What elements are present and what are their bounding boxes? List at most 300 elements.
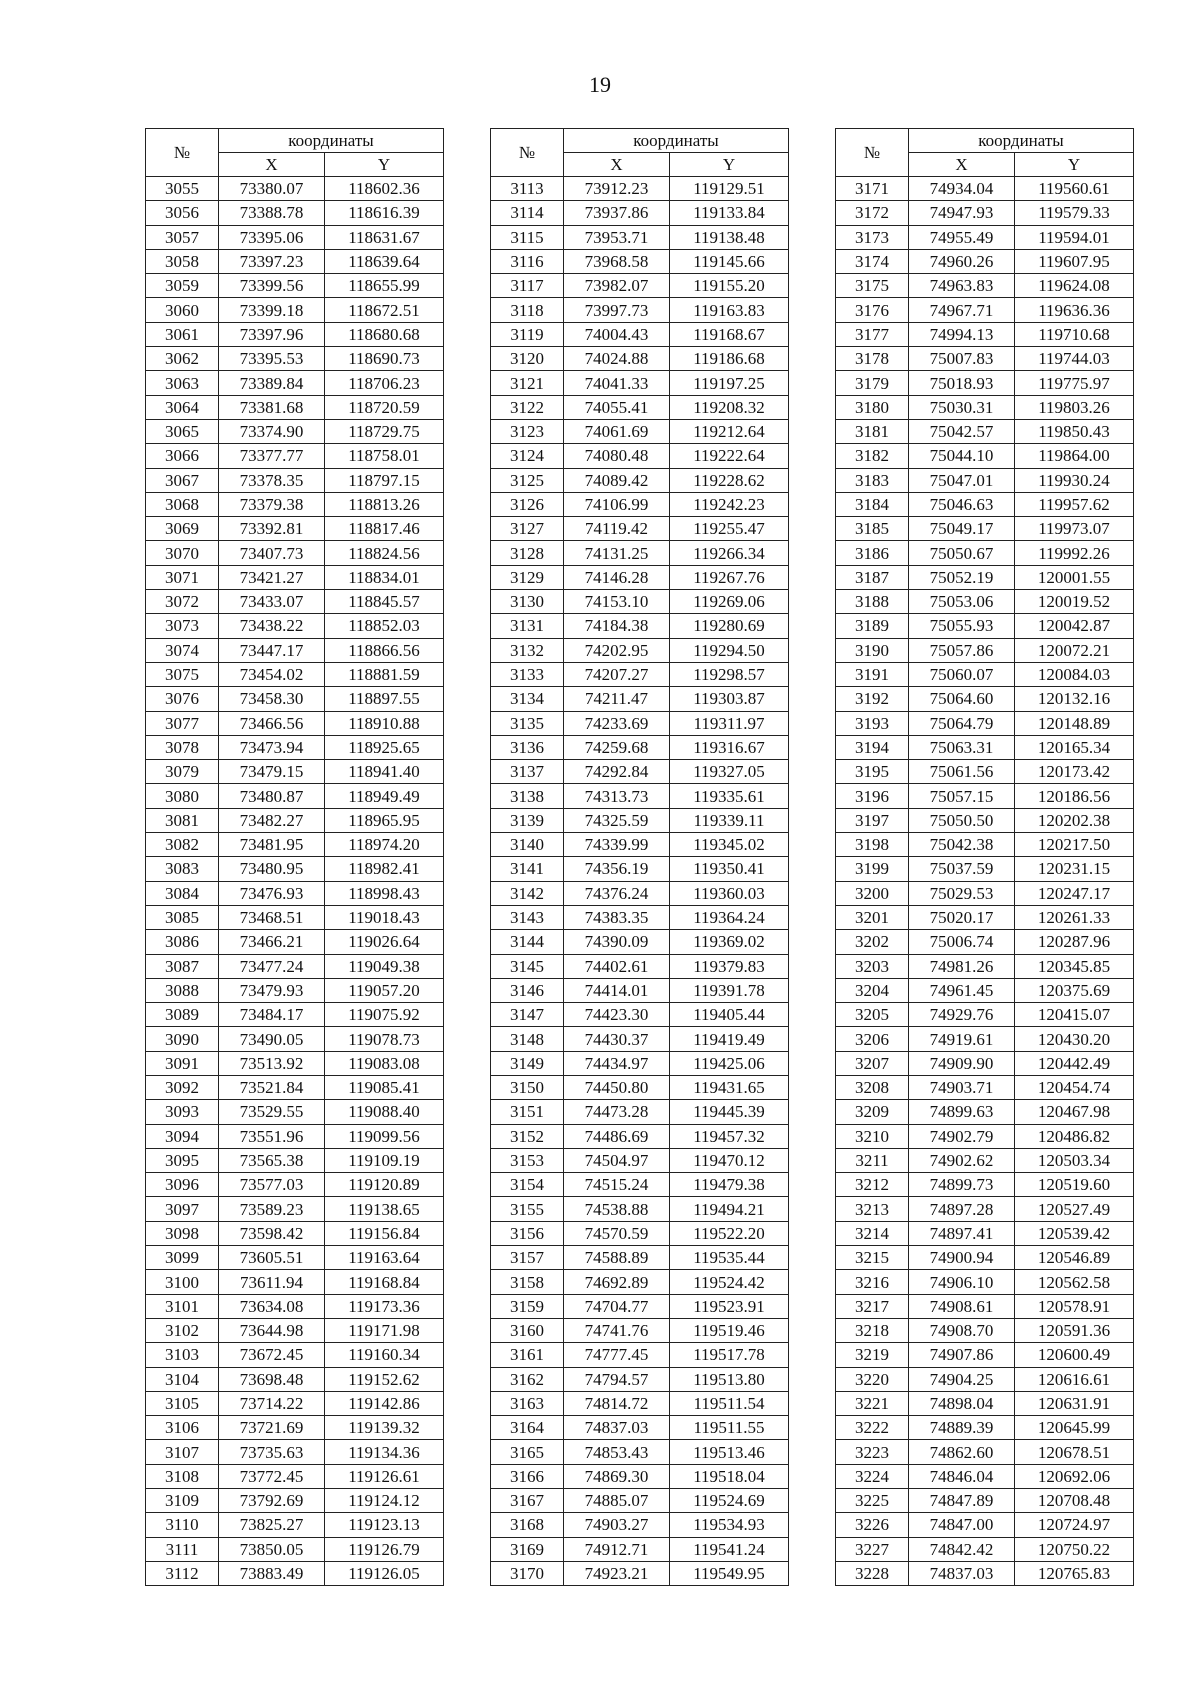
point-number: 3095 — [146, 1148, 219, 1172]
coord-x: 73598.42 — [219, 1221, 325, 1245]
table-row — [146, 833, 444, 857]
table-row — [491, 517, 789, 541]
coord-x: 74912.71 — [564, 1537, 670, 1561]
table-row — [491, 711, 789, 735]
coord-x: 74897.28 — [909, 1197, 1015, 1221]
coord-y: 119850.43 — [1015, 419, 1134, 443]
coord-x: 74923.21 — [564, 1561, 670, 1585]
point-number: 3164 — [491, 1416, 564, 1440]
table-row — [836, 1537, 1134, 1561]
table-row — [146, 1537, 444, 1561]
table-row — [146, 711, 444, 735]
point-number: 3149 — [491, 1051, 564, 1075]
coord-y: 119607.95 — [1015, 249, 1134, 273]
table-row — [836, 760, 1134, 784]
point-number: 3107 — [146, 1440, 219, 1464]
coord-x: 73377.77 — [219, 444, 325, 468]
coord-y: 119518.04 — [670, 1464, 789, 1488]
coord-x: 74869.30 — [564, 1464, 670, 1488]
coord-x: 75029.53 — [909, 881, 1015, 905]
header-coordinates: координаты — [219, 129, 444, 153]
table-row — [491, 784, 789, 808]
coord-x: 74692.89 — [564, 1270, 670, 1294]
point-number: 3155 — [491, 1197, 564, 1221]
point-number: 3098 — [146, 1221, 219, 1245]
coord-x: 73468.51 — [219, 905, 325, 929]
table-row — [146, 1343, 444, 1367]
table-row — [836, 1294, 1134, 1318]
coord-x: 74814.72 — [564, 1391, 670, 1415]
coord-x: 73937.86 — [564, 201, 670, 225]
header-number: № — [836, 129, 909, 177]
coord-x: 74430.37 — [564, 1027, 670, 1051]
coord-y: 119864.00 — [1015, 444, 1134, 468]
point-number: 3220 — [836, 1367, 909, 1391]
table-row — [146, 298, 444, 322]
coord-x: 75064.79 — [909, 711, 1015, 735]
coord-y: 119523.91 — [670, 1294, 789, 1318]
coord-x: 74961.45 — [909, 978, 1015, 1002]
coord-x: 75055.93 — [909, 614, 1015, 638]
point-number: 3136 — [491, 735, 564, 759]
coord-y: 119138.48 — [670, 225, 789, 249]
coord-x: 73611.94 — [219, 1270, 325, 1294]
point-number: 3109 — [146, 1489, 219, 1513]
point-number: 3122 — [491, 395, 564, 419]
coord-y: 120019.52 — [1015, 590, 1134, 614]
coord-y: 119973.07 — [1015, 517, 1134, 541]
point-number: 3166 — [491, 1464, 564, 1488]
coord-x: 74906.10 — [909, 1270, 1015, 1294]
table-row — [146, 541, 444, 565]
table-row — [491, 322, 789, 346]
coord-y: 118852.03 — [325, 614, 444, 638]
coord-x: 73513.92 — [219, 1051, 325, 1075]
table-row — [836, 1003, 1134, 1027]
table-row — [836, 662, 1134, 686]
coord-y: 118982.41 — [325, 857, 444, 881]
coord-y: 119129.51 — [670, 177, 789, 201]
coord-y: 118941.40 — [325, 760, 444, 784]
coord-x: 73389.84 — [219, 371, 325, 395]
coord-y: 118706.23 — [325, 371, 444, 395]
coord-y: 120132.16 — [1015, 687, 1134, 711]
table-row — [491, 1464, 789, 1488]
table-row — [146, 808, 444, 832]
table-row — [146, 1318, 444, 1342]
point-number: 3123 — [491, 419, 564, 443]
coord-y: 118813.26 — [325, 492, 444, 516]
coord-x: 73997.73 — [564, 298, 670, 322]
coord-x: 73479.93 — [219, 978, 325, 1002]
table-row — [836, 1489, 1134, 1513]
coord-y: 119208.32 — [670, 395, 789, 419]
coord-y: 120467.98 — [1015, 1100, 1134, 1124]
table-row — [836, 177, 1134, 201]
point-number: 3180 — [836, 395, 909, 419]
table-row — [146, 517, 444, 541]
table-row — [146, 274, 444, 298]
table-row — [836, 1075, 1134, 1099]
coord-y: 119992.26 — [1015, 541, 1134, 565]
point-number: 3191 — [836, 662, 909, 686]
point-number: 3197 — [836, 808, 909, 832]
coord-y: 120519.60 — [1015, 1173, 1134, 1197]
table-row — [836, 784, 1134, 808]
point-number: 3118 — [491, 298, 564, 322]
point-number: 3079 — [146, 760, 219, 784]
point-number: 3201 — [836, 905, 909, 929]
coord-x: 73388.78 — [219, 201, 325, 225]
coord-y: 120600.49 — [1015, 1343, 1134, 1367]
point-number: 3125 — [491, 468, 564, 492]
point-number: 3135 — [491, 711, 564, 735]
table-row — [146, 614, 444, 638]
coord-x: 73577.03 — [219, 1173, 325, 1197]
coord-x: 73479.15 — [219, 760, 325, 784]
coord-x: 73395.53 — [219, 347, 325, 371]
point-number: 3092 — [146, 1075, 219, 1099]
point-number: 3102 — [146, 1318, 219, 1342]
coord-y: 120546.89 — [1015, 1246, 1134, 1270]
table-row — [491, 1148, 789, 1172]
table-row — [491, 1197, 789, 1221]
header-x: X — [564, 153, 670, 177]
point-number: 3169 — [491, 1537, 564, 1561]
table-row — [836, 1318, 1134, 1342]
coord-y: 120261.33 — [1015, 905, 1134, 929]
coord-x: 74903.27 — [564, 1513, 670, 1537]
coord-x: 74908.61 — [909, 1294, 1015, 1318]
table-row — [146, 1391, 444, 1415]
point-number: 3084 — [146, 881, 219, 905]
point-number: 3081 — [146, 808, 219, 832]
point-number: 3228 — [836, 1561, 909, 1585]
table-row — [491, 177, 789, 201]
point-number: 3085 — [146, 905, 219, 929]
point-number: 3178 — [836, 347, 909, 371]
coord-y: 119479.38 — [670, 1173, 789, 1197]
coord-y: 119088.40 — [325, 1100, 444, 1124]
coord-x: 74259.68 — [564, 735, 670, 759]
table-row — [491, 1561, 789, 1585]
coord-x: 73634.08 — [219, 1294, 325, 1318]
coord-x: 75042.57 — [909, 419, 1015, 443]
coordinates-table-2 — [490, 128, 789, 1586]
coord-x: 73481.95 — [219, 833, 325, 857]
coord-x: 74847.89 — [909, 1489, 1015, 1513]
coord-x: 74414.01 — [564, 978, 670, 1002]
coord-y: 119364.24 — [670, 905, 789, 929]
coord-x: 75007.83 — [909, 347, 1015, 371]
coord-x: 73380.07 — [219, 177, 325, 201]
point-number: 3119 — [491, 322, 564, 346]
table-row — [146, 1513, 444, 1537]
point-number: 3212 — [836, 1173, 909, 1197]
point-number: 3223 — [836, 1440, 909, 1464]
coord-y: 119350.41 — [670, 857, 789, 881]
table-row — [836, 541, 1134, 565]
coord-x: 73735.63 — [219, 1440, 325, 1464]
table-row — [836, 371, 1134, 395]
point-number: 3142 — [491, 881, 564, 905]
coord-y: 119134.36 — [325, 1440, 444, 1464]
coord-y: 119335.61 — [670, 784, 789, 808]
point-number: 3146 — [491, 978, 564, 1002]
table-row — [146, 1270, 444, 1294]
coord-y: 119269.06 — [670, 590, 789, 614]
coord-y: 119511.54 — [670, 1391, 789, 1415]
point-number: 3078 — [146, 735, 219, 759]
point-number: 3094 — [146, 1124, 219, 1148]
coord-y: 119255.47 — [670, 517, 789, 541]
table-row — [146, 1294, 444, 1318]
coord-y: 119109.19 — [325, 1148, 444, 1172]
point-number: 3143 — [491, 905, 564, 929]
point-number: 3163 — [491, 1391, 564, 1415]
coord-y: 119018.43 — [325, 905, 444, 929]
point-number: 3213 — [836, 1197, 909, 1221]
coord-y: 120042.87 — [1015, 614, 1134, 638]
coord-y: 119126.61 — [325, 1464, 444, 1488]
table-row — [146, 954, 444, 978]
table-row — [491, 833, 789, 857]
coord-x: 73476.93 — [219, 881, 325, 905]
coord-y: 119142.86 — [325, 1391, 444, 1415]
coord-y: 119579.33 — [1015, 201, 1134, 225]
point-number: 3200 — [836, 881, 909, 905]
coord-y: 120578.91 — [1015, 1294, 1134, 1318]
table-row — [146, 1561, 444, 1585]
coord-y: 120148.89 — [1015, 711, 1134, 735]
coord-y: 119339.11 — [670, 808, 789, 832]
point-number: 3194 — [836, 735, 909, 759]
coord-y: 119513.80 — [670, 1367, 789, 1391]
coord-x: 73565.38 — [219, 1148, 325, 1172]
point-number: 3108 — [146, 1464, 219, 1488]
point-number: 3138 — [491, 784, 564, 808]
coord-y: 119133.84 — [670, 201, 789, 225]
table-row — [491, 1489, 789, 1513]
table-row — [836, 590, 1134, 614]
table-row — [491, 857, 789, 881]
coord-x: 74402.61 — [564, 954, 670, 978]
coord-y: 119124.12 — [325, 1489, 444, 1513]
point-number: 3148 — [491, 1027, 564, 1051]
coord-x: 74515.24 — [564, 1173, 670, 1197]
point-number: 3110 — [146, 1513, 219, 1537]
point-number: 3087 — [146, 954, 219, 978]
coord-x: 74899.63 — [909, 1100, 1015, 1124]
coord-x: 74907.86 — [909, 1343, 1015, 1367]
coord-y: 119163.83 — [670, 298, 789, 322]
coord-x: 74024.88 — [564, 347, 670, 371]
point-number: 3066 — [146, 444, 219, 468]
table-row — [146, 1367, 444, 1391]
point-number: 3145 — [491, 954, 564, 978]
coord-x: 73484.17 — [219, 1003, 325, 1027]
point-number: 3225 — [836, 1489, 909, 1513]
coord-y: 119152.62 — [325, 1367, 444, 1391]
coord-x: 74119.42 — [564, 517, 670, 541]
table-row — [836, 1027, 1134, 1051]
point-number: 3104 — [146, 1367, 219, 1391]
coord-y: 119120.89 — [325, 1173, 444, 1197]
table-row — [836, 1270, 1134, 1294]
point-number: 3055 — [146, 177, 219, 201]
table-row — [491, 1075, 789, 1099]
point-number: 3126 — [491, 492, 564, 516]
header-y: Y — [325, 153, 444, 177]
table-row — [836, 735, 1134, 759]
coord-y: 118680.68 — [325, 322, 444, 346]
table-row — [491, 225, 789, 249]
point-number: 3063 — [146, 371, 219, 395]
coord-x: 73714.22 — [219, 1391, 325, 1415]
coord-y: 120678.51 — [1015, 1440, 1134, 1464]
coord-y: 119242.23 — [670, 492, 789, 516]
table-row — [491, 760, 789, 784]
coord-y: 119522.20 — [670, 1221, 789, 1245]
point-number: 3158 — [491, 1270, 564, 1294]
coord-x: 74900.94 — [909, 1246, 1015, 1270]
table-row — [491, 1440, 789, 1464]
table-row — [836, 274, 1134, 298]
table-row — [836, 833, 1134, 857]
table-row — [836, 1148, 1134, 1172]
coord-x: 74981.26 — [909, 954, 1015, 978]
point-number: 3209 — [836, 1100, 909, 1124]
table-row — [146, 1075, 444, 1099]
point-number: 3147 — [491, 1003, 564, 1027]
coord-y: 119405.44 — [670, 1003, 789, 1027]
coord-y: 120186.56 — [1015, 784, 1134, 808]
point-number: 3215 — [836, 1246, 909, 1270]
table-row — [146, 784, 444, 808]
coord-x: 73772.45 — [219, 1464, 325, 1488]
coord-x: 74131.25 — [564, 541, 670, 565]
table-row — [491, 978, 789, 1002]
coord-x: 74383.35 — [564, 905, 670, 929]
coord-y: 119549.95 — [670, 1561, 789, 1585]
point-number: 3099 — [146, 1246, 219, 1270]
coord-y: 119168.84 — [325, 1270, 444, 1294]
coord-y: 118866.56 — [325, 638, 444, 662]
coord-x: 74339.99 — [564, 833, 670, 857]
coord-x: 74842.42 — [909, 1537, 1015, 1561]
coord-y: 119222.64 — [670, 444, 789, 468]
table-row — [146, 760, 444, 784]
point-number: 3216 — [836, 1270, 909, 1294]
coord-y: 119294.50 — [670, 638, 789, 662]
coord-y: 119212.64 — [670, 419, 789, 443]
coord-x: 75050.50 — [909, 808, 1015, 832]
coord-y: 119126.79 — [325, 1537, 444, 1561]
point-number: 3082 — [146, 833, 219, 857]
coord-y: 119311.97 — [670, 711, 789, 735]
coord-x: 75046.63 — [909, 492, 1015, 516]
table-row — [836, 808, 1134, 832]
coord-y: 118965.95 — [325, 808, 444, 832]
point-number: 3116 — [491, 249, 564, 273]
coord-y: 120430.20 — [1015, 1027, 1134, 1051]
table-row — [836, 711, 1134, 735]
coord-y: 119075.92 — [325, 1003, 444, 1027]
table-row — [146, 395, 444, 419]
coord-x: 74390.09 — [564, 930, 670, 954]
table-row — [491, 1318, 789, 1342]
table-row — [146, 1124, 444, 1148]
coord-y: 119470.12 — [670, 1148, 789, 1172]
coord-y: 119535.44 — [670, 1246, 789, 1270]
table-row — [836, 1343, 1134, 1367]
coord-x: 74080.48 — [564, 444, 670, 468]
coord-y: 118834.01 — [325, 565, 444, 589]
coord-x: 73407.73 — [219, 541, 325, 565]
point-number: 3086 — [146, 930, 219, 954]
table-row — [491, 638, 789, 662]
coord-x: 74919.61 — [909, 1027, 1015, 1051]
coord-y: 118881.59 — [325, 662, 444, 686]
point-number: 3083 — [146, 857, 219, 881]
point-number: 3226 — [836, 1513, 909, 1537]
point-number: 3072 — [146, 590, 219, 614]
coord-y: 119327.05 — [670, 760, 789, 784]
coord-x: 74934.04 — [909, 177, 1015, 201]
table-row — [491, 954, 789, 978]
table-row — [836, 638, 1134, 662]
point-number: 3207 — [836, 1051, 909, 1075]
point-number: 3202 — [836, 930, 909, 954]
table-row — [491, 371, 789, 395]
coord-x: 74794.57 — [564, 1367, 670, 1391]
coord-y: 118690.73 — [325, 347, 444, 371]
point-number: 3205 — [836, 1003, 909, 1027]
coord-x: 74862.60 — [909, 1440, 1015, 1464]
table-row — [146, 322, 444, 346]
coord-y: 119163.64 — [325, 1246, 444, 1270]
coord-x: 75053.06 — [909, 590, 1015, 614]
coord-x: 74955.49 — [909, 225, 1015, 249]
table-row — [146, 419, 444, 443]
table-row — [836, 444, 1134, 468]
coord-y: 120591.36 — [1015, 1318, 1134, 1342]
table-row — [146, 662, 444, 686]
coord-y: 120165.34 — [1015, 735, 1134, 759]
coord-y: 119517.78 — [670, 1343, 789, 1367]
coord-y: 119126.05 — [325, 1561, 444, 1585]
coord-x: 73438.22 — [219, 614, 325, 638]
coord-y: 119197.25 — [670, 371, 789, 395]
coord-x: 73397.96 — [219, 322, 325, 346]
coord-x: 73953.71 — [564, 225, 670, 249]
table-row — [836, 1513, 1134, 1537]
point-number: 3144 — [491, 930, 564, 954]
point-number: 3139 — [491, 808, 564, 832]
coord-y: 119049.38 — [325, 954, 444, 978]
point-number: 3152 — [491, 1124, 564, 1148]
point-number: 3112 — [146, 1561, 219, 1585]
coord-y: 118729.75 — [325, 419, 444, 443]
point-number: 3062 — [146, 347, 219, 371]
table-row — [146, 371, 444, 395]
coord-x: 73378.35 — [219, 468, 325, 492]
point-number: 3070 — [146, 541, 219, 565]
point-number: 3101 — [146, 1294, 219, 1318]
table-row — [836, 201, 1134, 225]
coord-x: 74233.69 — [564, 711, 670, 735]
point-number: 3129 — [491, 565, 564, 589]
